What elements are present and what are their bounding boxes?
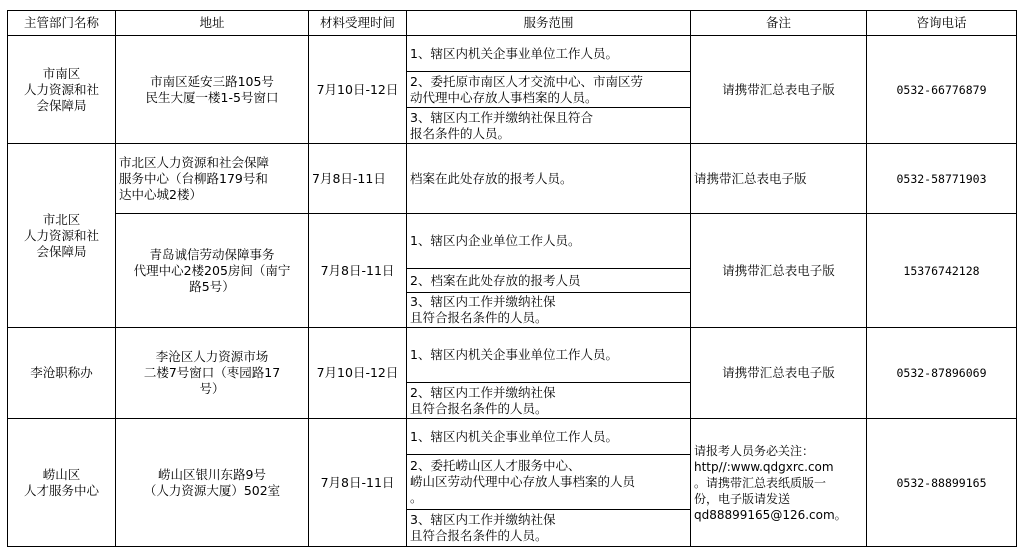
scope-item: 2、档案在此处存放的报考人员	[406, 268, 691, 293]
scope-item: 档案在此处存放的报考人员。	[406, 143, 691, 214]
dept-cell: 崂山区 人才服务中心	[7, 418, 116, 547]
scope-item: 3、辖区内工作并缴纳社保且符合 报名条件的人员。	[406, 107, 691, 144]
time-cell: 7月8日-11日	[308, 418, 407, 547]
address-cell: 市北区人力资源和社会保障 服务中心（台柳路179号和 达中心城2楼）	[115, 143, 309, 214]
phone-cell: 0532-87896069	[866, 327, 1017, 419]
header-dept: 主管部门名称	[7, 10, 116, 36]
scope-item: 1、辖区内机关企事业单位工作人员。	[406, 418, 691, 455]
address-cell: 李沧区人力资源市场 二楼7号窗口（枣园路17 号）	[115, 327, 309, 419]
dept-cell: 市北区 人力资源和社 会保障局	[7, 143, 116, 328]
scope-item: 2、委托原市南区人才交流中心、市南区劳 动代理中心存放人事档案的人员。	[406, 71, 691, 108]
note-cell: 请携带汇总表电子版	[690, 213, 867, 328]
note-cell: 请携带汇总表电子版	[690, 327, 867, 419]
header-scope: 服务范围	[406, 10, 691, 36]
scope-item: 3、辖区内工作并缴纳社保 且符合报名条件的人员。	[406, 292, 691, 328]
note-cell: 请携带汇总表电子版	[690, 143, 867, 214]
scope-item: 2、辖区内工作并缴纳社保 且符合报名条件的人员。	[406, 382, 691, 419]
dept-cell: 李沧职称办	[7, 327, 116, 419]
dept-cell: 市南区 人力资源和社 会保障局	[7, 35, 116, 144]
scope-item: 2、委托崂山区人才服务中心、 崂山区劳动代理中心存放人事档案的人员 。	[406, 454, 691, 510]
header-phone: 咨询电话	[866, 10, 1017, 36]
header-time: 材料受理时间	[308, 10, 407, 36]
note-cell: 请携带汇总表电子版	[690, 35, 867, 144]
phone-cell: 0532-88899165	[866, 418, 1017, 547]
time-cell: 7月10日-12日	[308, 35, 407, 144]
address-cell: 青岛诚信劳动保障事务 代理中心2楼205房间（南宁 路5号）	[115, 213, 309, 328]
time-cell: 7月8日-11日	[308, 213, 407, 328]
phone-cell: 0532-66776879	[866, 35, 1017, 144]
scope-item: 3、辖区内工作并缴纳社保 且符合报名条件的人员。	[406, 509, 691, 547]
header-address: 地址	[115, 10, 309, 36]
scope-item: 1、辖区内机关企事业单位工作人员。	[406, 327, 691, 383]
header-note: 备注	[690, 10, 867, 36]
phone-cell: 15376742128	[866, 213, 1017, 328]
scope-item: 1、辖区内机关企事业单位工作人员。	[406, 35, 691, 72]
phone-cell: 0532-58771903	[866, 143, 1017, 214]
address-cell: 市南区延安三路105号 民生大厦一楼1-5号窗口	[115, 35, 309, 144]
time-cell: 7月8日-11日	[308, 143, 407, 214]
note-cell: 请报考人员务必关注： http//:www.qdgxrc.com 。请携带汇总表纸质版一 份，电子版请发送 qd88899165@126.com。	[690, 418, 867, 547]
time-cell: 7月10日-12日	[308, 327, 407, 419]
scope-item: 1、辖区内企业单位工作人员。	[406, 213, 691, 269]
address-cell: 崂山区银川东路9号 （人力资源大厦）502室	[115, 418, 309, 547]
